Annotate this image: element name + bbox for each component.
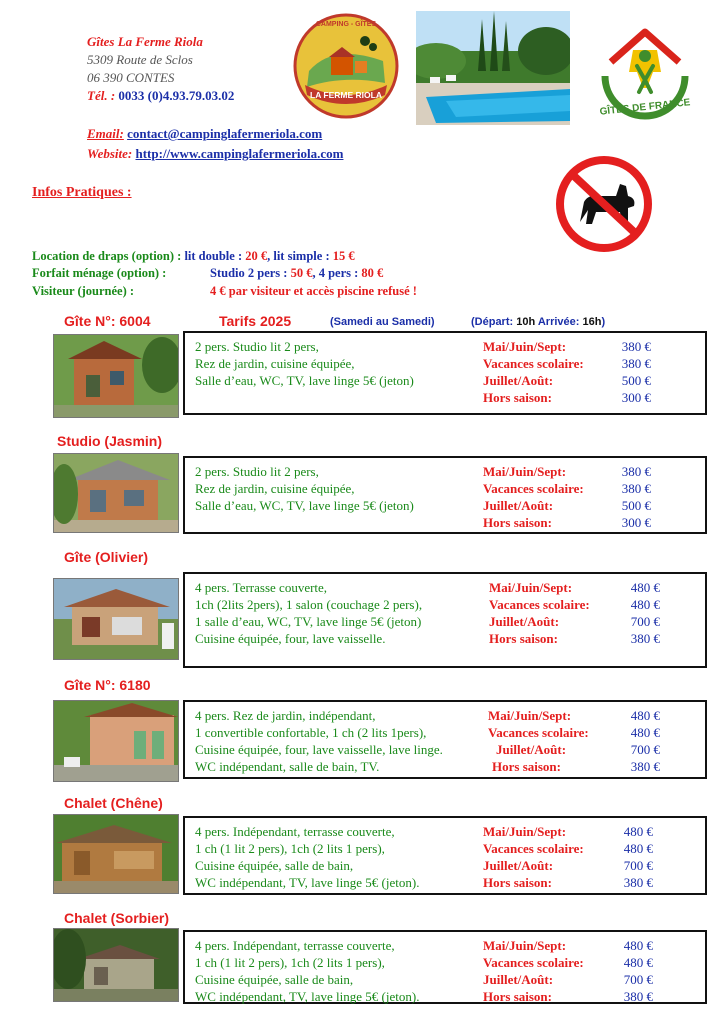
info-price: 50 €: [290, 266, 313, 280]
desc-line: Rez de jardin, cuisine équipée,: [195, 356, 355, 371]
gites-de-france-logo: [597, 22, 693, 122]
listing-photo-1: [53, 334, 179, 418]
listing-desc: [195, 579, 422, 647]
desc-line: WC indépendant, TV, lave linge 5€ (jeton).: [195, 989, 420, 1004]
address-city: 06 390 CONTES: [87, 70, 175, 85]
price-label: Hors saison:: [483, 515, 552, 530]
listing-title-5: Chalet (Chêne): [64, 795, 163, 811]
listing-box-1: [183, 331, 707, 415]
pool-photo: [416, 11, 570, 125]
info-value: Studio 2 pers :: [210, 266, 291, 280]
price-value: 500 €: [621, 373, 651, 388]
price-label: Juillet/Août:: [483, 498, 554, 513]
info-label: Location de draps (option) :: [32, 249, 182, 263]
price-label: Mai/Juin/Sept:: [488, 708, 572, 723]
info-value: 4 € par visiteur et accès piscine refusé !: [210, 284, 417, 298]
listing-photo-3: [53, 578, 179, 660]
listing-box-2: [183, 456, 707, 534]
info-price: 80 €: [361, 266, 384, 280]
info-label: Visiteur (journée) :: [32, 284, 135, 298]
price-value: 380 €: [621, 464, 651, 479]
price-label: Juillet/Août:: [483, 373, 554, 388]
info-row-draps: [32, 247, 355, 265]
info-row-visiteur: [32, 282, 417, 300]
listing-desc: [195, 823, 419, 891]
phone-label: Tél. :: [87, 88, 116, 103]
info-price: 20 €: [245, 249, 268, 263]
desc-line: Salle d’eau, WC, TV, lave linge 5€ (jeton): [195, 373, 414, 388]
price-label: Hors saison:: [483, 390, 552, 405]
desc-line: 2 pers. Studio lit 2 pers,: [195, 339, 319, 354]
price-values: [631, 579, 660, 647]
website-label: Website:: [87, 146, 133, 161]
listing-photo-4: [53, 700, 179, 782]
gdf-logo-text: GÎTES DE FRANCE: [599, 97, 691, 118]
desc-line: 1ch (2lits 2pers), 1 salon (couchage 2 pers),: [195, 597, 423, 612]
price-label: Mai/Juin/Sept:: [483, 464, 567, 479]
listing-box-5: [183, 816, 707, 895]
info-label: Forfait ménage (option) :: [32, 266, 167, 280]
listing-title-2: Studio (Jasmin): [57, 433, 163, 449]
price-label: Mai/Juin/Sept:: [489, 580, 573, 595]
desc-line: 2 pers. Studio lit 2 pers,: [195, 464, 319, 479]
price-value: 480 €: [623, 841, 653, 856]
email-line: [87, 125, 322, 143]
address-street: 5309 Route de Sclos: [87, 52, 193, 67]
price-value: 380 €: [630, 759, 660, 774]
price-value: 480 €: [630, 580, 660, 595]
price-label: Hors saison:: [492, 759, 561, 774]
price-label: Mai/Juin/Sept:: [483, 339, 567, 354]
arrivee-label: Arrivée:: [535, 316, 583, 328]
listing-box-3: [183, 572, 707, 668]
email-link[interactable]: contact@campinglafermeriola.com: [127, 126, 323, 141]
price-value: 380 €: [621, 356, 651, 371]
desc-line: Cuisine équipée, four, lave vaisselle.: [195, 631, 386, 646]
price-value: 700 €: [623, 972, 653, 987]
desc-line: Salle d’eau, WC, TV, lave linge 5€ (jeton): [195, 498, 414, 513]
price-label: Juillet/Août:: [483, 858, 554, 873]
tarifs-title: Tarifs 2025: [219, 313, 292, 329]
price-value: 380 €: [621, 339, 651, 354]
desc-line: 4 pers. Indépendant, terrasse couverte,: [195, 938, 395, 953]
price-label: Juillet/Août:: [496, 742, 567, 757]
price-values: [622, 338, 651, 406]
price-label: Hors saison:: [483, 875, 552, 890]
price-value: 480 €: [630, 597, 660, 612]
price-label: Vacances scolaire:: [488, 725, 589, 740]
tarifs-times: [471, 316, 605, 328]
listing-title-1: Gîte N°: 6004: [64, 313, 151, 329]
price-values: [631, 707, 660, 775]
desc-line: 4 pers. Rez de jardin, indépendant,: [195, 708, 376, 723]
price-label: Vacances scolaire:: [483, 955, 584, 970]
info-price: 15 €: [332, 249, 355, 263]
depart-label: (Départ:: [471, 316, 517, 328]
listing-desc: [195, 707, 443, 775]
price-value: 480 €: [630, 725, 660, 740]
website-line: [87, 145, 343, 163]
price-value: 300 €: [621, 390, 651, 405]
website-link[interactable]: http://www.campinglafermeriola.com: [135, 146, 344, 161]
price-label: Vacances scolaire:: [489, 597, 590, 612]
listing-photo-2: [53, 453, 179, 533]
price-value: 380 €: [621, 481, 651, 496]
times-close: ): [601, 316, 606, 328]
desc-line: Rez de jardin, cuisine équipée,: [195, 481, 355, 496]
price-label: Vacances scolaire:: [483, 841, 584, 856]
price-value: 500 €: [621, 498, 651, 513]
listing-box-6: [183, 930, 707, 1004]
price-value: 480 €: [623, 938, 653, 953]
desc-line: WC indépendant, TV, lave linge 5€ (jeton).: [195, 875, 420, 890]
infos-title: Infos Pratiques :: [32, 185, 132, 200]
info-value: lit double :: [184, 249, 246, 263]
desc-line: 1 convertible confortable, 1 ch (2 lits 1pers),: [195, 725, 427, 740]
price-label: Hors saison:: [489, 631, 558, 646]
price-value: 300 €: [621, 515, 651, 530]
desc-line: 4 pers. Terrasse couverte,: [195, 580, 328, 595]
info-value: , 4 pers :: [312, 266, 362, 280]
price-value: 380 €: [623, 875, 653, 890]
email-label: Email:: [87, 126, 124, 141]
price-label: Vacances scolaire:: [483, 356, 584, 371]
desc-line: 1 ch (1 lit 2 pers), 1ch (2 lits 1 pers),: [195, 841, 385, 856]
price-labels: [488, 707, 589, 775]
desc-line: WC indépendant, salle de bain, TV.: [195, 759, 380, 774]
price-labels: [483, 937, 584, 1005]
price-value: 480 €: [623, 824, 653, 839]
desc-line: 4 pers. Indépendant, terrasse couverte,: [195, 824, 395, 839]
price-value: 480 €: [623, 955, 653, 970]
listing-title-4: Gîte N°: 6180: [64, 677, 151, 693]
price-labels: [483, 823, 584, 891]
price-label: Juillet/Août:: [483, 972, 554, 987]
price-value: 380 €: [630, 631, 660, 646]
phone-line: [87, 87, 234, 105]
info-row-menage: [32, 264, 383, 282]
desc-line: Cuisine équipée, four, lave vaisselle, lave linge.: [195, 742, 443, 757]
listing-title-3: Gîte (Olivier): [64, 549, 149, 565]
logo-bottom-text: LA FERME RIOLA: [310, 90, 382, 100]
listing-title-6: Chalet (Sorbier): [64, 910, 170, 926]
price-value: 380 €: [623, 989, 653, 1004]
listing-desc: [195, 463, 414, 514]
price-label: Mai/Juin/Sept:: [483, 824, 567, 839]
tarifs-period: (Samedi au Samedi): [330, 316, 435, 328]
price-labels: [483, 463, 584, 531]
price-labels: [483, 338, 584, 406]
price-label: Juillet/Août:: [489, 614, 560, 629]
desc-line: 1 salle d’eau, WC, TV, lave linge 5€ (jeton): [195, 614, 422, 629]
business-name: Gîtes La Ferme Riola: [87, 34, 203, 49]
info-value: , lit simple :: [267, 249, 333, 263]
price-value: 700 €: [623, 858, 653, 873]
listing-photo-6: [53, 928, 179, 1002]
price-label: Mai/Juin/Sept:: [483, 938, 567, 953]
price-values: [624, 937, 653, 1005]
arrivee-time: 16h: [582, 316, 602, 328]
price-label: Hors saison:: [483, 989, 552, 1004]
desc-line: Cuisine équipée, salle de bain,: [195, 858, 354, 873]
price-value: 480 €: [630, 708, 660, 723]
no-dogs-icon: [556, 156, 652, 252]
price-labels: [489, 579, 590, 647]
desc-line: Cuisine équipée, salle de bain,: [195, 972, 354, 987]
ferme-riola-logo: [293, 13, 399, 119]
listing-desc: [195, 937, 419, 1005]
phone-value: 0033 (0)4.93.79.03.02: [118, 88, 235, 103]
depart-time: 10h: [516, 316, 536, 328]
price-values: [622, 463, 651, 531]
listing-box-4: [183, 700, 707, 779]
listing-photo-5: [53, 814, 179, 894]
desc-line: 1 ch (1 lit 2 pers), 1ch (2 lits 1 pers),: [195, 955, 385, 970]
listing-desc: [195, 338, 414, 389]
price-value: 700 €: [630, 742, 660, 757]
price-value: 700 €: [630, 614, 660, 629]
price-label: Vacances scolaire:: [483, 481, 584, 496]
logo-top-text: CAMPING - GÎTES: [315, 21, 377, 28]
price-values: [624, 823, 653, 891]
